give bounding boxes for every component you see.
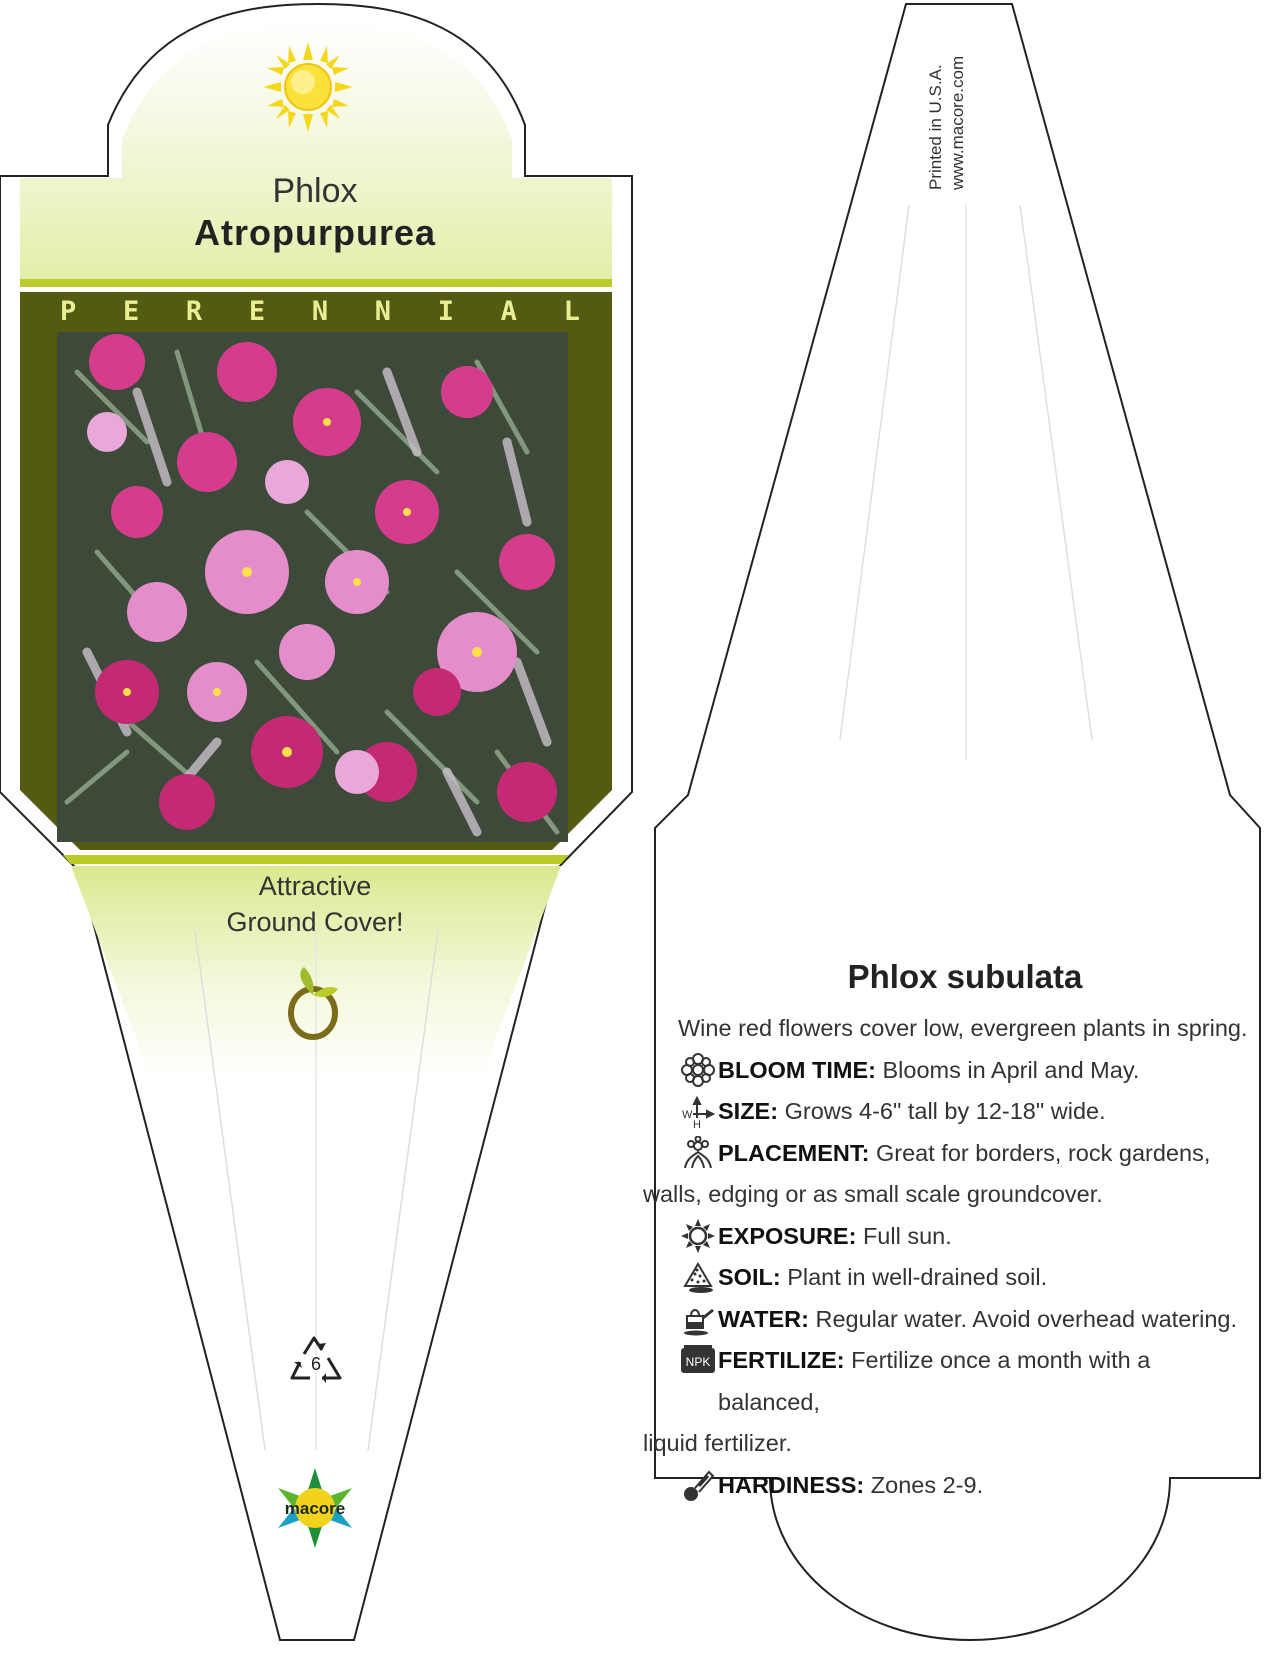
care-text: Fertilize once a month with a balanced, bbox=[718, 1347, 1151, 1415]
recycle-number: 6 bbox=[310, 1354, 322, 1374]
placement-icon bbox=[678, 1133, 718, 1173]
recycle-icon bbox=[286, 1332, 346, 1390]
care-row bbox=[678, 1091, 1258, 1133]
category-letter: N bbox=[374, 296, 392, 327]
svg-text:NPK: NPK bbox=[685, 1355, 711, 1369]
website-line: www.macore.com bbox=[948, 55, 967, 190]
svg-text:H: H bbox=[693, 1119, 701, 1128]
care-label: PLACEMENT: bbox=[718, 1139, 870, 1166]
category-letter: E bbox=[122, 296, 140, 327]
care-row bbox=[678, 1216, 1258, 1258]
category-letter: P bbox=[60, 296, 77, 327]
care-label: EXPOSURE: bbox=[718, 1222, 857, 1249]
care-text: Blooms in April and May. bbox=[882, 1056, 1140, 1083]
care-text: Great for borders, rock gardens, bbox=[875, 1139, 1211, 1166]
size-icon bbox=[678, 1091, 718, 1131]
botanical-name: Phlox subulata bbox=[847, 958, 1083, 995]
care-info bbox=[643, 1008, 1258, 1506]
category-letter: I bbox=[437, 296, 454, 327]
tagline-line: Ground Cover! bbox=[226, 907, 404, 937]
category-letter: N bbox=[311, 296, 329, 327]
macore-logo bbox=[270, 1468, 360, 1548]
common-name: Phlox bbox=[272, 172, 358, 210]
care-label: WATER: bbox=[718, 1305, 809, 1332]
care-label: HARDINESS: bbox=[718, 1471, 865, 1498]
svg-text:W: W bbox=[682, 1109, 693, 1121]
care-text: Plant in well-drained soil. bbox=[787, 1264, 1048, 1290]
care-text: Full sun. bbox=[862, 1222, 952, 1249]
npk-icon bbox=[678, 1340, 718, 1380]
care-row bbox=[678, 1257, 1258, 1299]
care-row bbox=[678, 1050, 1258, 1092]
category-letter: E bbox=[248, 296, 266, 327]
description: Wine red flowers cover low, evergreen plants in spring. bbox=[678, 1015, 1248, 1041]
plant-photo bbox=[57, 332, 568, 842]
tagline bbox=[160, 868, 470, 940]
category-letter: L bbox=[563, 296, 580, 327]
care-text-continued: walls, edging or as small scale groundcover. bbox=[643, 1181, 1103, 1207]
watering-can-icon bbox=[678, 1299, 718, 1339]
care-row bbox=[678, 1133, 1258, 1175]
sprout-icon bbox=[282, 965, 344, 1041]
care-label: BLOOM TIME: bbox=[718, 1056, 876, 1083]
category-label bbox=[40, 296, 600, 327]
flower-icon bbox=[678, 1050, 718, 1090]
printed-line: Printed in U.S.A. bbox=[926, 64, 945, 190]
care-row bbox=[678, 1299, 1258, 1341]
care-label: FERTILIZE: bbox=[718, 1347, 845, 1373]
care-row bbox=[678, 1340, 1258, 1423]
printed-notice bbox=[925, 56, 969, 190]
soil-icon bbox=[678, 1257, 718, 1297]
sun-icon bbox=[678, 1216, 718, 1256]
care-text: Zones 2-9. bbox=[870, 1471, 984, 1498]
thermometer-icon bbox=[678, 1465, 718, 1505]
care-text: Regular water. Avoid overhead watering. bbox=[815, 1305, 1237, 1332]
tagline-line: Attractive bbox=[258, 871, 372, 901]
care-text: Grows 4-6" tall by 12-18" wide. bbox=[784, 1098, 1106, 1124]
variety-name: Atropurpurea bbox=[193, 212, 436, 253]
sun-icon bbox=[263, 42, 353, 132]
care-label: SIZE: bbox=[718, 1098, 779, 1124]
category-letter: A bbox=[500, 296, 517, 327]
brand-name: macore bbox=[284, 1499, 346, 1518]
care-label: SOIL: bbox=[718, 1264, 781, 1290]
care-row bbox=[678, 1465, 1258, 1507]
care-text-continued: liquid fertilizer. bbox=[643, 1430, 792, 1456]
category-letter: R bbox=[185, 296, 203, 327]
